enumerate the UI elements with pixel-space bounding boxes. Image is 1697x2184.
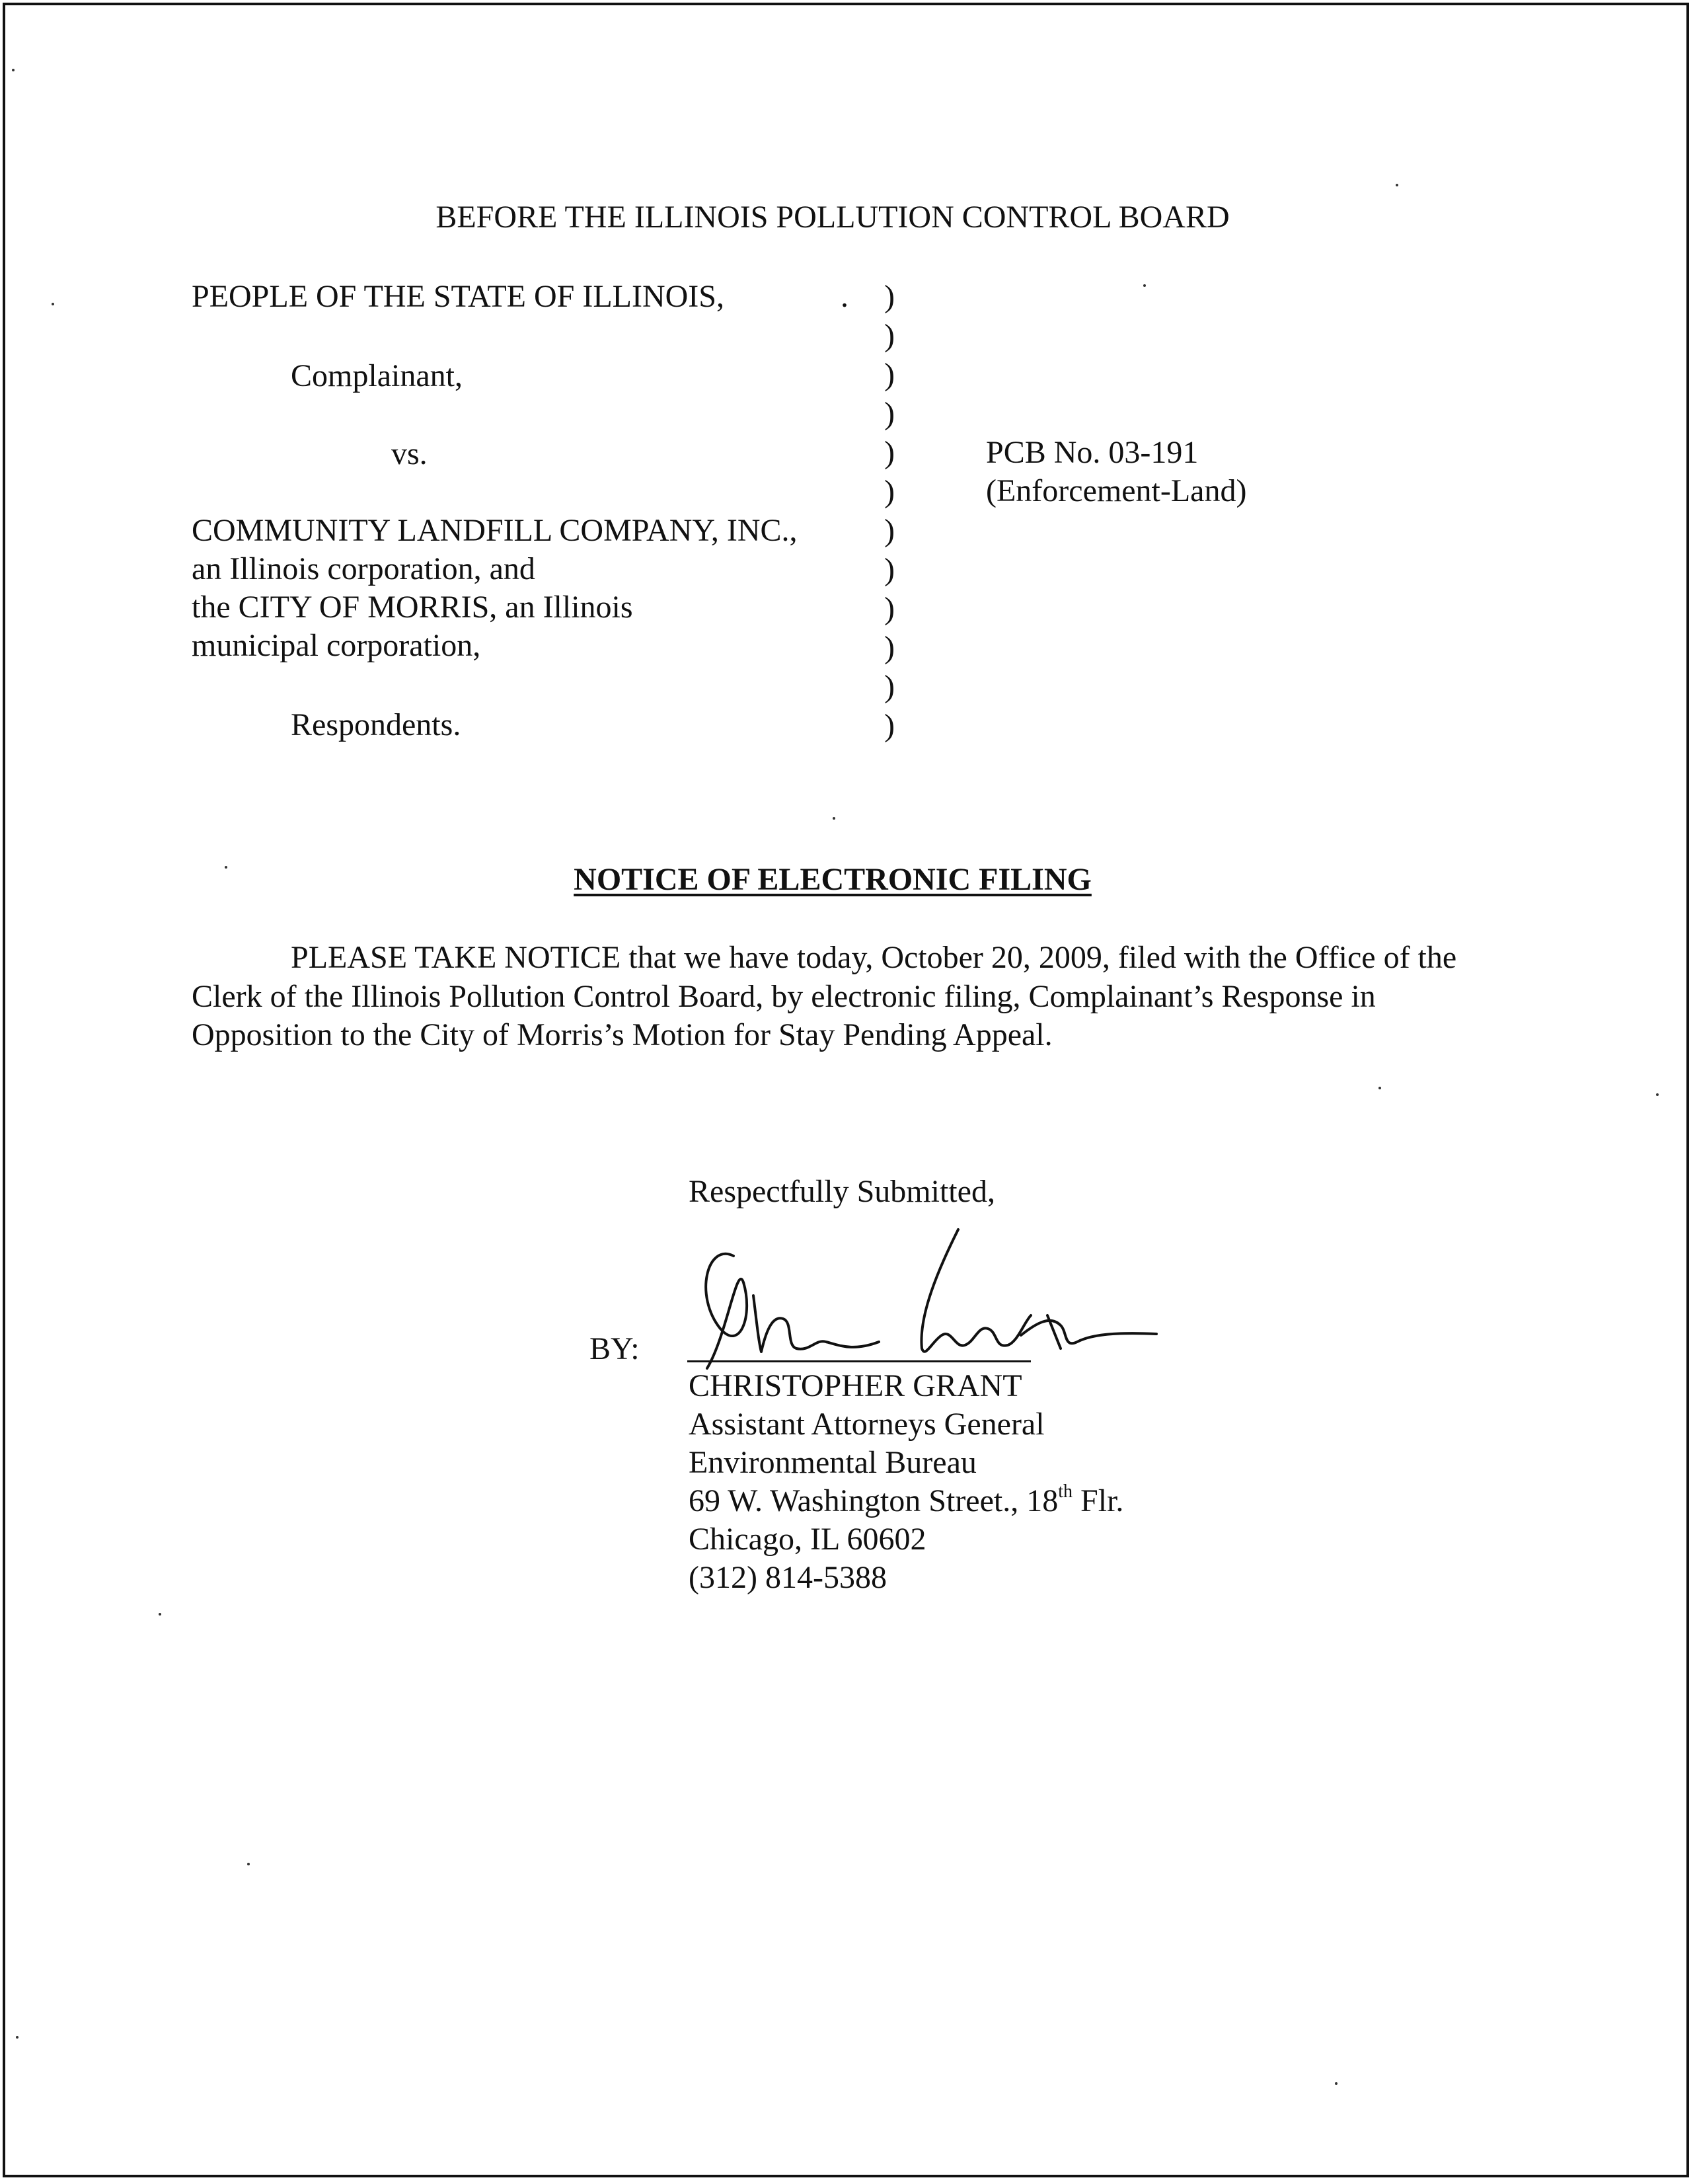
court-heading: BEFORE THE ILLINOIS POLLUTION CONTROL BOARD (435, 200, 1230, 235)
respondent-line-4: municipal corporation, (192, 628, 481, 663)
signer-name: CHRISTOPHER GRANT (689, 1368, 1022, 1403)
complainant-dot: . (841, 279, 848, 314)
caption-paren: ) (884, 669, 895, 704)
notice-body: PLEASE TAKE NOTICE that we have today, October 20, 2009, filed with the Office of the Clerk of the Illinois Pollution Control Board, by electronic filing, Complainant’s Response in Opposition to the City of Morris’s Motion for Stay Pending Appeal. (192, 940, 1457, 1052)
notice-title: NOTICE OF ELECTRONIC FILING (574, 862, 1092, 897)
caption-paren: ) (884, 708, 895, 743)
caption-paren: ) (884, 630, 895, 665)
closing: Respectfully Submitted, (689, 1174, 995, 1209)
signer-bureau: Environmental Bureau (689, 1445, 977, 1480)
respondent-line-2: an Illinois corporation, and (192, 551, 535, 586)
versus: vs. (391, 436, 428, 471)
scan-speck (1378, 1087, 1381, 1089)
complainant-role: Complainant, (291, 358, 463, 393)
complainant-name: PEOPLE OF THE STATE OF ILLINOIS, (192, 279, 724, 314)
signature-icon (681, 1216, 1170, 1388)
scan-speck (1143, 284, 1146, 287)
caption-paren: ) (884, 318, 895, 353)
caption-paren: ) (884, 513, 895, 548)
signer-phone: (312) 814-5388 (689, 1560, 887, 1595)
scan-speck (1656, 1093, 1659, 1096)
scan-speck (1335, 2082, 1338, 2085)
case-number: PCB No. 03-191 (986, 435, 1199, 470)
signer-street (689, 1482, 1123, 1520)
scan-speck (247, 1863, 250, 1865)
respondent-line-3: the CITY OF MORRIS, an Illinois (192, 590, 633, 625)
signature-line (687, 1360, 1031, 1362)
caption-paren: ) (884, 552, 895, 587)
signer-city: Chicago, IL 60602 (689, 1522, 926, 1557)
scan-speck (225, 866, 227, 869)
respondent-role: Respondents. (291, 707, 461, 742)
caption-paren: ) (884, 279, 895, 314)
signer-title: Assistant Attorneys General (689, 1407, 1045, 1442)
caption-paren: ) (884, 435, 895, 470)
scan-speck (16, 2036, 19, 2039)
scan-speck (12, 69, 15, 71)
caption-paren: ) (884, 591, 895, 626)
caption-paren: ) (884, 357, 895, 392)
page-border (3, 3, 1689, 2177)
respondent-line-1: COMMUNITY LANDFILL COMPANY, INC., (192, 513, 798, 548)
street-sup: th (1058, 1481, 1073, 1502)
scan-speck (1396, 184, 1398, 186)
by-label: BY: (589, 1331, 640, 1366)
scan-speck (52, 303, 54, 305)
scan-speck (833, 817, 835, 820)
caption-paren: ) (884, 396, 895, 431)
street-pre: 69 W. Washington Street., 18 (689, 1483, 1059, 1518)
caption-paren: ) (884, 474, 895, 509)
street-post: Flr. (1073, 1483, 1124, 1518)
case-type: (Enforcement-Land) (986, 473, 1247, 508)
scan-speck (159, 1613, 161, 1616)
